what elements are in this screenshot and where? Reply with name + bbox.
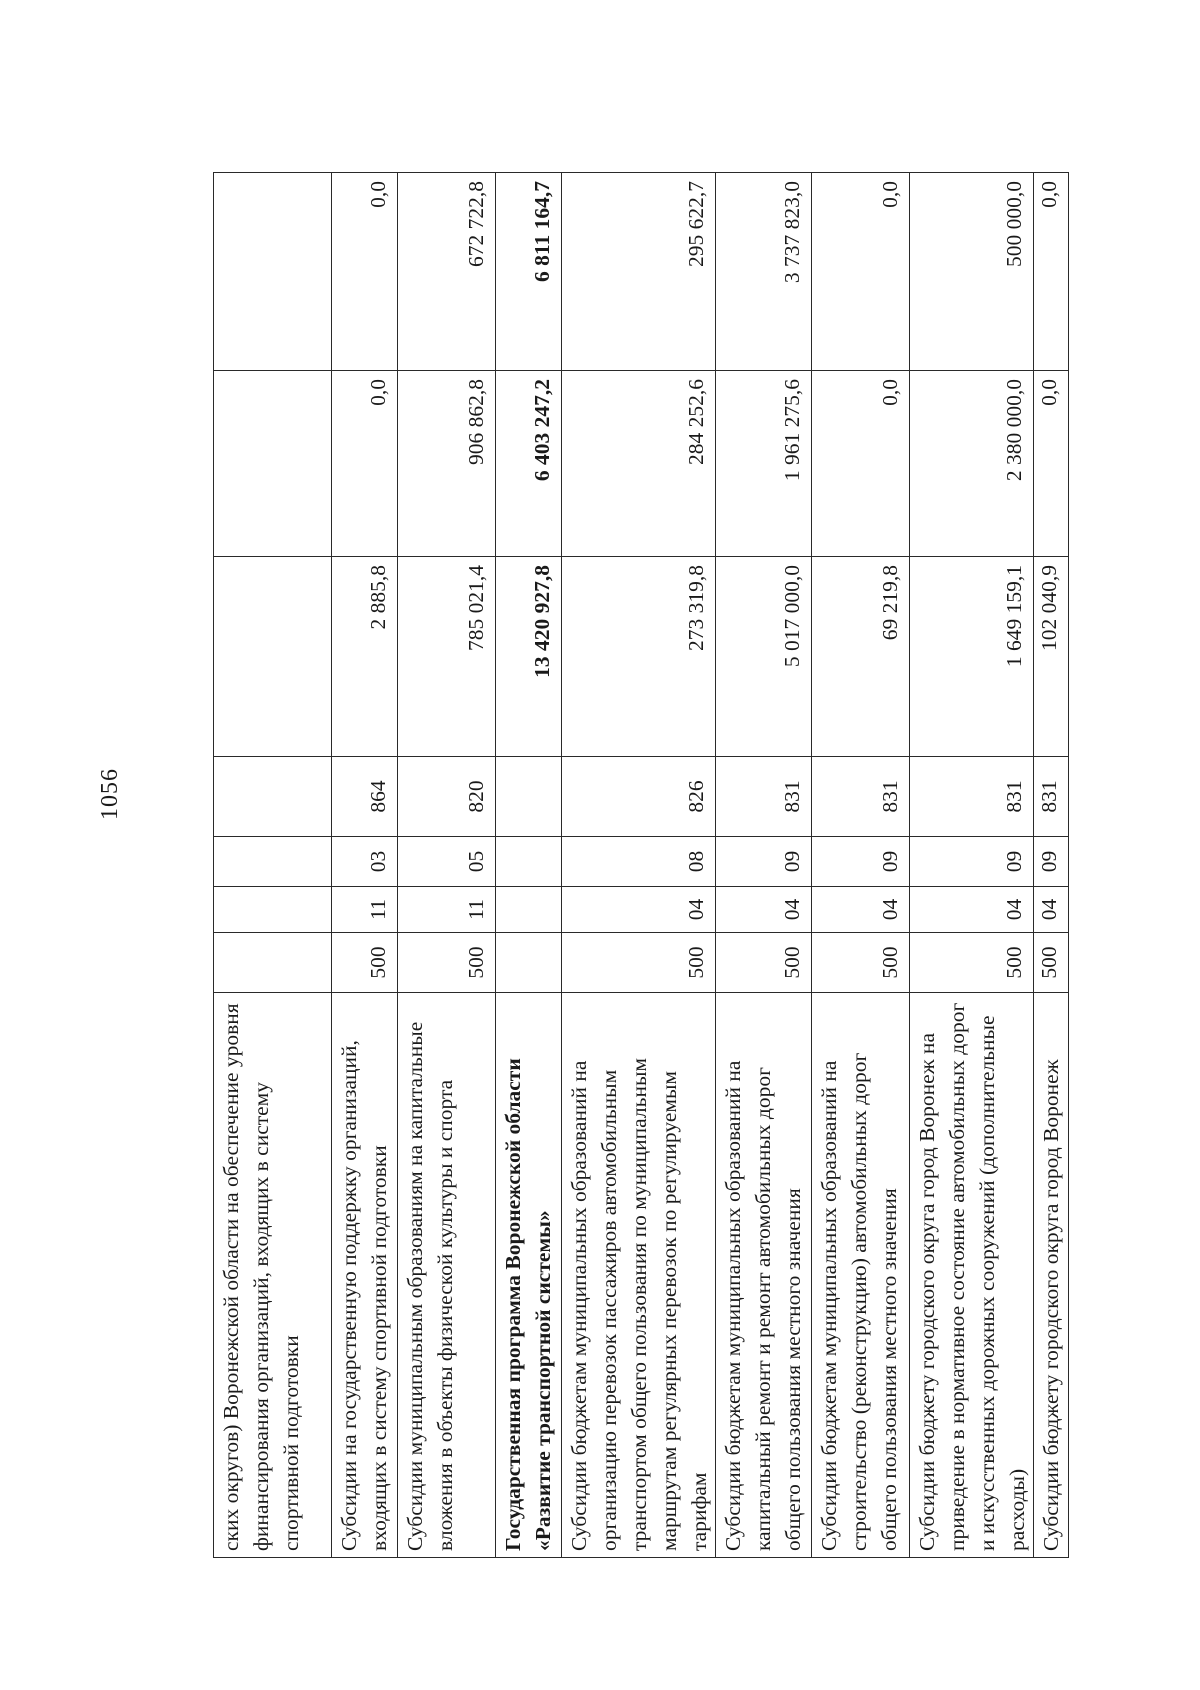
section-code: 04	[812, 887, 910, 933]
expense-code: 864	[332, 757, 398, 837]
amount-year-2: 906 862,8	[398, 371, 496, 557]
table-row	[716, 173, 812, 1558]
admin-code: 500	[332, 933, 398, 993]
page-number: 1056	[97, 768, 123, 820]
table-row	[214, 173, 332, 1558]
amount-year-2: 0,0	[1034, 371, 1069, 557]
table-row	[496, 173, 562, 1558]
amount-year-3: 295 622,7	[562, 173, 716, 371]
amount-year-3: 0,0	[812, 173, 910, 371]
table-row	[1034, 173, 1069, 1558]
expense-code: 831	[1034, 757, 1069, 837]
table-row	[332, 173, 398, 1558]
row-description: ских округов) Воронежской области на обеспечение уровня финансирования организаций, входящих в систему спортивной подготовки	[214, 993, 332, 1558]
admin-code: 500	[812, 933, 910, 993]
amount-year-3: 500 000,0	[910, 173, 1034, 371]
amount-year-2: 284 252,6	[562, 371, 716, 557]
amount-year-2	[214, 371, 332, 557]
admin-code: 500	[398, 933, 496, 993]
amount-year-2: 1 961 275,6	[716, 371, 812, 557]
amount-year-1: 69 219,8	[812, 557, 910, 757]
budget-table	[213, 172, 1069, 1558]
amount-year-1: 785 021,4	[398, 557, 496, 757]
row-description: Субсидии бюджету городского округа город Воронеж на приведение в нормативное состояние автомобильных дорог и искусственных дорожных сооружений (дополнительные расходы)	[910, 993, 1034, 1558]
amount-year-1: 13 420 927,8	[496, 557, 562, 757]
section-code: 11	[398, 887, 496, 933]
subsection-code	[214, 837, 332, 887]
row-description: Субсидии бюджету городского округа город Воронеж	[1034, 993, 1069, 1558]
table-row	[398, 173, 496, 1558]
subsection-code	[496, 837, 562, 887]
admin-code: 500	[910, 933, 1034, 993]
row-description: Субсидии бюджетам муниципальных образований на строительство (реконструкцию) автомобильных дорог общего пользования местного значения	[812, 993, 910, 1558]
amount-year-3: 672 722,8	[398, 173, 496, 371]
subsection-code: 09	[716, 837, 812, 887]
row-description: Субсидии на государственную поддержку организаций, входящих в систему спортивной подготовки	[332, 993, 398, 1558]
amount-year-2: 0,0	[812, 371, 910, 557]
amount-year-3: 0,0	[1034, 173, 1069, 371]
amount-year-3: 6 811 164,7	[496, 173, 562, 371]
section-code: 04	[1034, 887, 1069, 933]
expense-code: 826	[562, 757, 716, 837]
expense-code: 831	[910, 757, 1034, 837]
expense-code: 831	[716, 757, 812, 837]
amount-year-3: 0,0	[332, 173, 398, 371]
subsection-code: 09	[910, 837, 1034, 887]
amount-year-1: 1 649 159,1	[910, 557, 1034, 757]
admin-code	[496, 933, 562, 993]
amount-year-3	[214, 173, 332, 371]
admin-code	[214, 933, 332, 993]
amount-year-1: 102 040,9	[1034, 557, 1069, 757]
section-code: 04	[562, 887, 716, 933]
subsection-code: 08	[562, 837, 716, 887]
amount-year-3: 3 737 823,0	[716, 173, 812, 371]
admin-code: 500	[1034, 933, 1069, 993]
expense-code: 820	[398, 757, 496, 837]
row-description: Субсидии бюджетам муниципальных образований на капитальный ремонт и ремонт автомобильных дорог общего пользования местного значения	[716, 993, 812, 1558]
section-code	[214, 887, 332, 933]
admin-code: 500	[716, 933, 812, 993]
section-code	[496, 887, 562, 933]
section-code: 04	[716, 887, 812, 933]
amount-year-1	[214, 557, 332, 757]
rotated-table-container	[213, 173, 1063, 1558]
row-description: Государственная программа Воронежской области «Развитие транспортной системы»	[496, 993, 562, 1558]
row-description: Субсидии бюджетам муниципальных образований на организацию перевозок пассажиров автомобильным транспортом общего пользования по муниципальным маршрутам регулярных перевозок по регулируемым тарифам	[562, 993, 716, 1558]
amount-year-1: 273 319,8	[562, 557, 716, 757]
section-code: 04	[910, 887, 1034, 933]
subsection-code: 05	[398, 837, 496, 887]
expense-code	[214, 757, 332, 837]
table-row	[812, 173, 910, 1558]
table-row	[910, 173, 1034, 1558]
table-row	[562, 173, 716, 1558]
amount-year-2: 6 403 247,2	[496, 371, 562, 557]
amount-year-1: 5 017 000,0	[716, 557, 812, 757]
subsection-code: 09	[812, 837, 910, 887]
section-code: 11	[332, 887, 398, 933]
subsection-code: 09	[1034, 837, 1069, 887]
expense-code: 831	[812, 757, 910, 837]
amount-year-1: 2 885,8	[332, 557, 398, 757]
amount-year-2: 0,0	[332, 371, 398, 557]
admin-code: 500	[562, 933, 716, 993]
subsection-code: 03	[332, 837, 398, 887]
expense-code	[496, 757, 562, 837]
row-description: Субсидии муниципальным образованиям на капитальные вложения в объекты физической культуры и спорта	[398, 993, 496, 1558]
amount-year-2: 2 380 000,0	[910, 371, 1034, 557]
